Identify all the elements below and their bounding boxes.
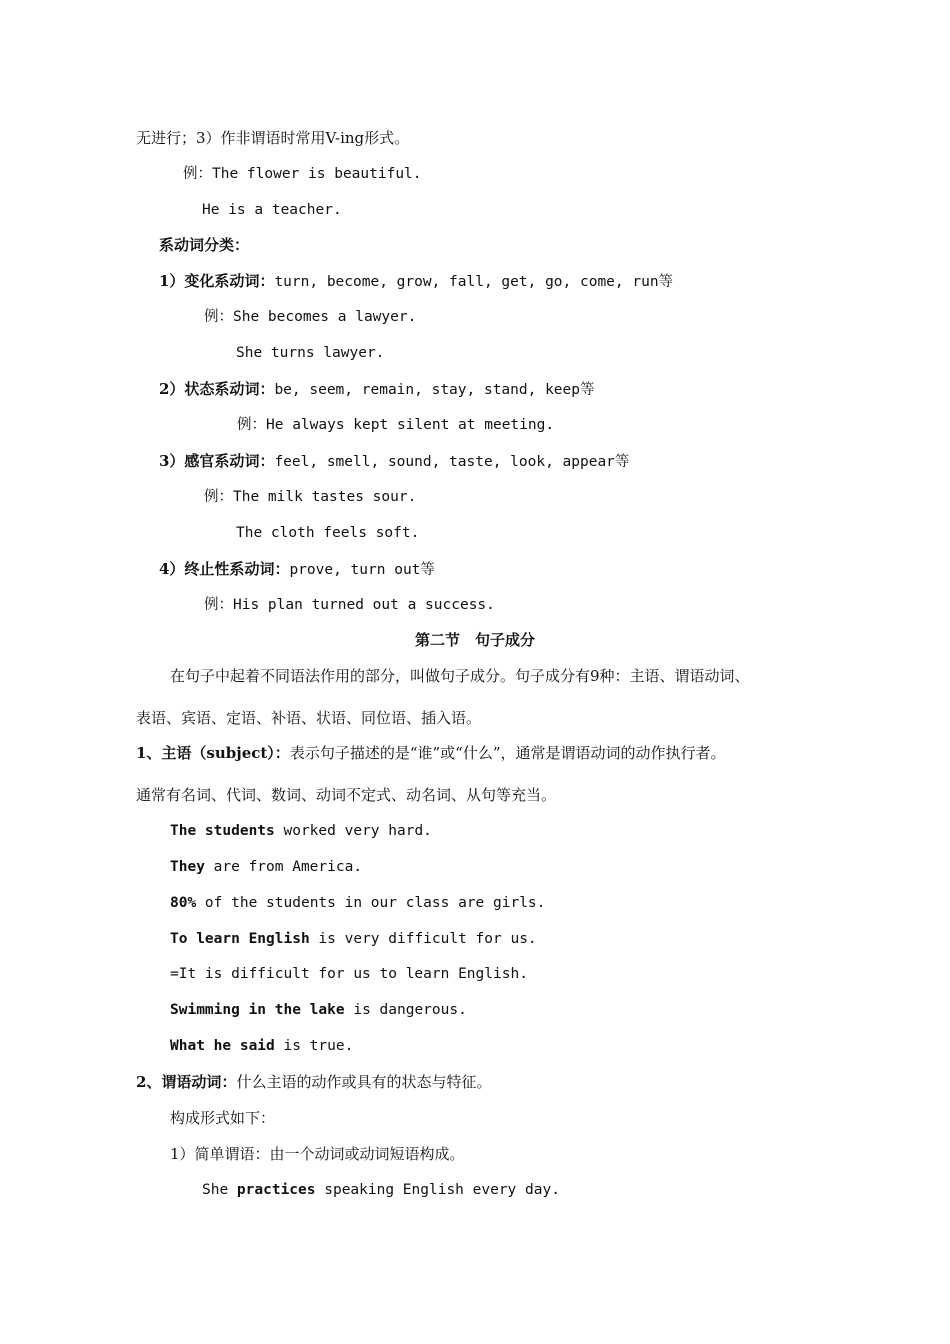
example-rest: is dangerous. [344, 1002, 467, 1018]
highlighted-subject: The students [170, 823, 275, 839]
example-line: =It is difficult for us to learn English. [170, 966, 528, 982]
definition-line [136, 1072, 491, 1092]
definition-line [136, 743, 726, 763]
term-definition: 什么主语的动作或具有的状态与特征。 [236, 1073, 492, 1091]
paragraph-line: 在句子中起着不同语法作用的部分，叫做句子成分。句子成分有9种：主语、谓语动词、 [170, 667, 750, 685]
highlighted-subject: 80% [170, 895, 197, 911]
example-rest: She [202, 1182, 237, 1198]
example-line [170, 821, 432, 841]
example-rest: is very difficult for us. [309, 931, 537, 947]
example-rest: worked very hard. [274, 823, 432, 839]
example-rest: are from America. [204, 859, 363, 875]
example-rest: is true. [274, 1038, 354, 1054]
paragraph-line: 通常有名词、代词、数词、动词不定式、动名词、从句等充当。 [136, 786, 557, 804]
paragraph-line: 构成形式如下： [170, 1109, 276, 1127]
category-label: 1）变化系动词： [159, 272, 275, 290]
category-line [159, 379, 595, 400]
example-line [170, 1036, 353, 1056]
category-words: feel, smell, sound, taste, look, appear等 [274, 454, 630, 470]
section-heading: 系动词分类： [159, 236, 250, 254]
category-words: turn, become, grow, fall, get, go, come, run等 [274, 274, 674, 290]
example-line: 例：The milk tastes sour. [204, 489, 417, 505]
example-line [170, 893, 545, 913]
section-title: 第二节 句子成分 [414, 631, 535, 649]
example-line: 例：He always kept silent at meeting. [237, 417, 555, 433]
term-label: 2、谓语动词： [136, 1073, 237, 1091]
example-line: 例：The flower is beautiful. [183, 166, 422, 182]
category-line [159, 559, 435, 580]
example-rest: speaking English every day. [315, 1182, 560, 1198]
highlighted-subject: What he said [170, 1038, 275, 1054]
example-line [170, 1000, 467, 1020]
highlighted-subject: They [170, 859, 205, 875]
example-line [202, 1180, 560, 1200]
paragraph-line: 表语、宾语、定语、补语、状语、同位语、插入语。 [136, 709, 482, 727]
example-rest: of the students in our class are girls. [196, 895, 546, 911]
category-words: prove, turn out等 [289, 562, 435, 578]
category-label: 3）感官系动词： [159, 452, 275, 470]
highlighted-predicate: practices [236, 1182, 316, 1198]
category-words: be, seem, remain, stay, stand, keep等 [274, 382, 595, 398]
term-label: 1、主语（subject）： [136, 744, 290, 762]
example-line [170, 929, 537, 949]
category-line [159, 271, 673, 292]
example-line: 例：She becomes a lawyer. [204, 309, 417, 325]
example-line: She turns lawyer. [236, 345, 385, 361]
category-label: 4）终止性系动词： [159, 560, 290, 578]
term-definition: 表示句子描述的是“谁”或“什么”，通常是谓语动词的动作执行者。 [289, 744, 726, 762]
category-label: 2）状态系动词： [159, 380, 275, 398]
example-line: 例：His plan turned out a success. [204, 597, 495, 613]
example-line: He is a teacher. [202, 202, 342, 218]
highlighted-subject: To learn English [170, 931, 310, 947]
highlighted-subject: Swimming in the lake [170, 1002, 345, 1018]
example-line: The cloth feels soft. [236, 525, 420, 541]
category-line [159, 451, 629, 472]
paragraph-line: 1）简单谓语：由一个动词或动词短语构成。 [170, 1145, 465, 1163]
example-line [170, 857, 362, 877]
text-line: 无进行；3）作非谓语时常用V-ing形式。 [136, 129, 410, 147]
